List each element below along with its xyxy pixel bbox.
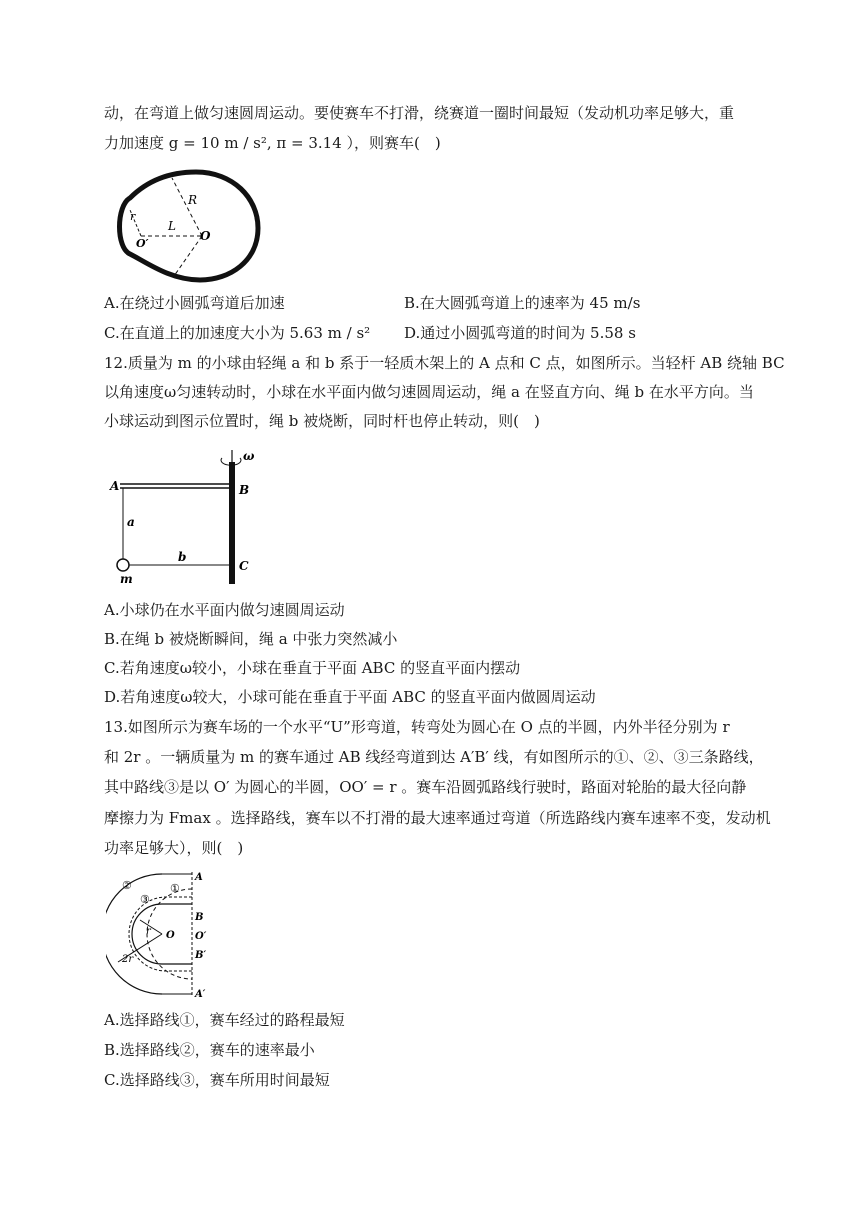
q12-text-line2: 以角速度ω匀速转动时，小球在水平面内做匀速圆周运动，绳 a 在竖直方向、绳 b 在水平方向。当 (104, 383, 754, 401)
q13-label-B-prime: B′ (195, 950, 207, 961)
q12-option-c: C.若角速度ω较小，小球在垂直于平面 ABC 的竖直平面内摆动 (104, 659, 521, 677)
q13-text-line4: 摩擦力为 Fmax 。选择路线，赛车以不打滑的最大速率通过弯道（所选路线内赛车速率不变，发动机 (104, 809, 771, 827)
q11-label-O: O (200, 229, 211, 243)
q13-label-A-prime: A′ (195, 989, 206, 1000)
q12-label-A: A (110, 479, 120, 493)
q11-option-c: C.在直道上的加速度大小为 5.63 m / s² (104, 324, 371, 342)
q13-label-2r: 2r (122, 954, 134, 965)
q13-option-c: C.选择路线③，赛车所用时间最短 (104, 1071, 330, 1089)
q12-option-a: A.小球仍在水平面内做匀速圆周运动 (104, 601, 345, 619)
q12-label-b: b (178, 550, 187, 564)
q11-label-L: L (168, 219, 176, 233)
q11-track-figure (108, 166, 268, 286)
q13-text-line2: 和 2r 。一辆质量为 m 的赛车通过 AB 线经弯道到达 A′B′ 线，有如图所示的①、②、③三条路线， (104, 748, 764, 766)
q13-label-route3: ③ (140, 893, 150, 906)
q13-label-O: O (166, 930, 175, 941)
q13-label-A: A (195, 872, 203, 883)
q12-text-line3: 小球运动到图示位置时，绳 b 被烧断，同时杆也停止转动，则( ) (104, 412, 540, 430)
q12-label-C: C (239, 559, 249, 573)
q11-option-b: B.在大圆弧弯道上的速率为 45 m/s (404, 294, 641, 312)
q11-label-r: r (130, 210, 136, 223)
q11-label-O-prime: O′ (136, 237, 149, 250)
q12-label-a: a (127, 515, 135, 529)
q13-text-line3: 其中路线③是以 O′ 为圆心的半圆，OO′ = r 。赛车沿圆弧路线行驶时，路面对轮胎的最大径向静 (104, 778, 747, 796)
q13-label-route2: ② (122, 879, 132, 892)
q13-text-line1: 13.如图所示为赛车场的一个水平“U”形弯道，转弯处为圆心在 O 点的半圆，内外半径分别为 r (104, 718, 730, 736)
q13-label-r: r (146, 926, 151, 937)
q13-label-route1: ① (170, 882, 180, 895)
q13-option-b: B.选择路线②，赛车的速率最小 (104, 1041, 315, 1059)
q12-label-m: m (120, 572, 133, 586)
q11-label-R: R (188, 193, 198, 207)
q11-text-line2: 力加速度 g = 10 m / s², π = 3.14 ），则赛车( ) (104, 134, 441, 152)
q13-label-O-prime: O′ (195, 931, 207, 942)
q13-u-turn-figure (106, 866, 226, 1002)
q13-label-B: B (195, 912, 204, 923)
q12-label-B: B (239, 483, 250, 497)
q11-option-d: D.通过小圆弧弯道的时间为 5.58 s (404, 324, 636, 342)
q12-option-d: D.若角速度ω较大，小球可能在垂直于平面 ABC 的竖直平面内做圆周运动 (104, 688, 596, 706)
q11-text-line1: 动，在弯道上做匀速圆周运动。要使赛车不打滑，绕赛道一圈时间最短（发动机功率足够大，重 (104, 104, 735, 122)
q12-text-line1: 12.质量为 m 的小球由轻绳 a 和 b 系于一轻质木架上的 A 点和 C 点，如图所示。当轻杆 AB 绕轴 BC (104, 354, 785, 372)
q12-label-omega: ω (243, 449, 255, 463)
q13-text-line5: 功率足够大），则( ) (104, 839, 244, 857)
q12-option-b: B.在绳 b 被烧断瞬间，绳 a 中张力突然减小 (104, 630, 398, 648)
q12-frame-figure (104, 446, 264, 586)
q11-option-a: A.在绕过小圆弧弯道后加速 (104, 294, 285, 312)
q13-option-a: A.选择路线①，赛车经过的路程最短 (104, 1011, 345, 1029)
